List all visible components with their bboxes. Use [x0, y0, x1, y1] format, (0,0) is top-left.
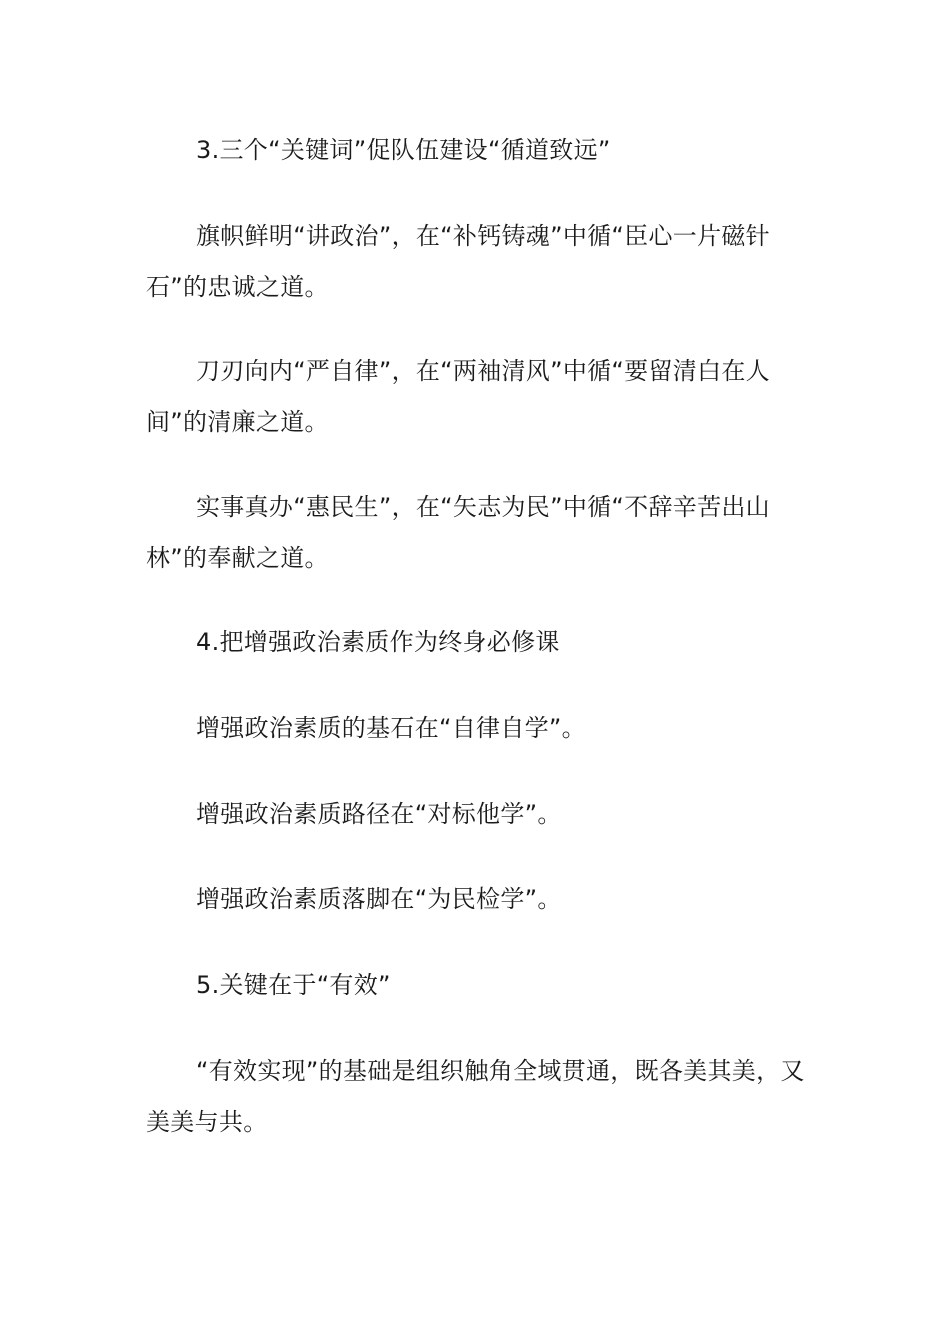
paragraph-integrity: 刀刃向内“严自律”，在“两袖清风”中循“要留清白在人间”的清廉之道。 — [146, 357, 770, 436]
paragraph-dedication: 实事真办“惠民生”，在“矢志为民”中循“不辞辛苦出山林”的奉献之道。 — [146, 493, 770, 572]
paragraph-people-study: 增强政治素质落脚在“为民检学”。 — [196, 885, 562, 913]
heading-3-three-keywords: 3.三个“关键词”促队伍建设“循道致远” — [196, 136, 611, 164]
heading-4-political-quality: 4.把增强政治素质作为终身必修课 — [196, 628, 560, 656]
heading-5-effectiveness: 5.关键在于“有效” — [196, 971, 391, 999]
paragraph-self-study: 增强政治素质的基石在“自律自学”。 — [196, 714, 586, 742]
paragraph-effective-realization: “有效实现”的基础是组织触角全域贯通，既各美其美，又美美与共。 — [146, 1057, 805, 1136]
paragraph-loyalty: 旗帜鲜明“讲政治”，在“补钙铸魂”中循“臣心一片磁针石”的忠诚之道。 — [146, 222, 770, 301]
paragraph-benchmark-study: 增强政治素质路径在“对标他学”。 — [196, 800, 562, 828]
